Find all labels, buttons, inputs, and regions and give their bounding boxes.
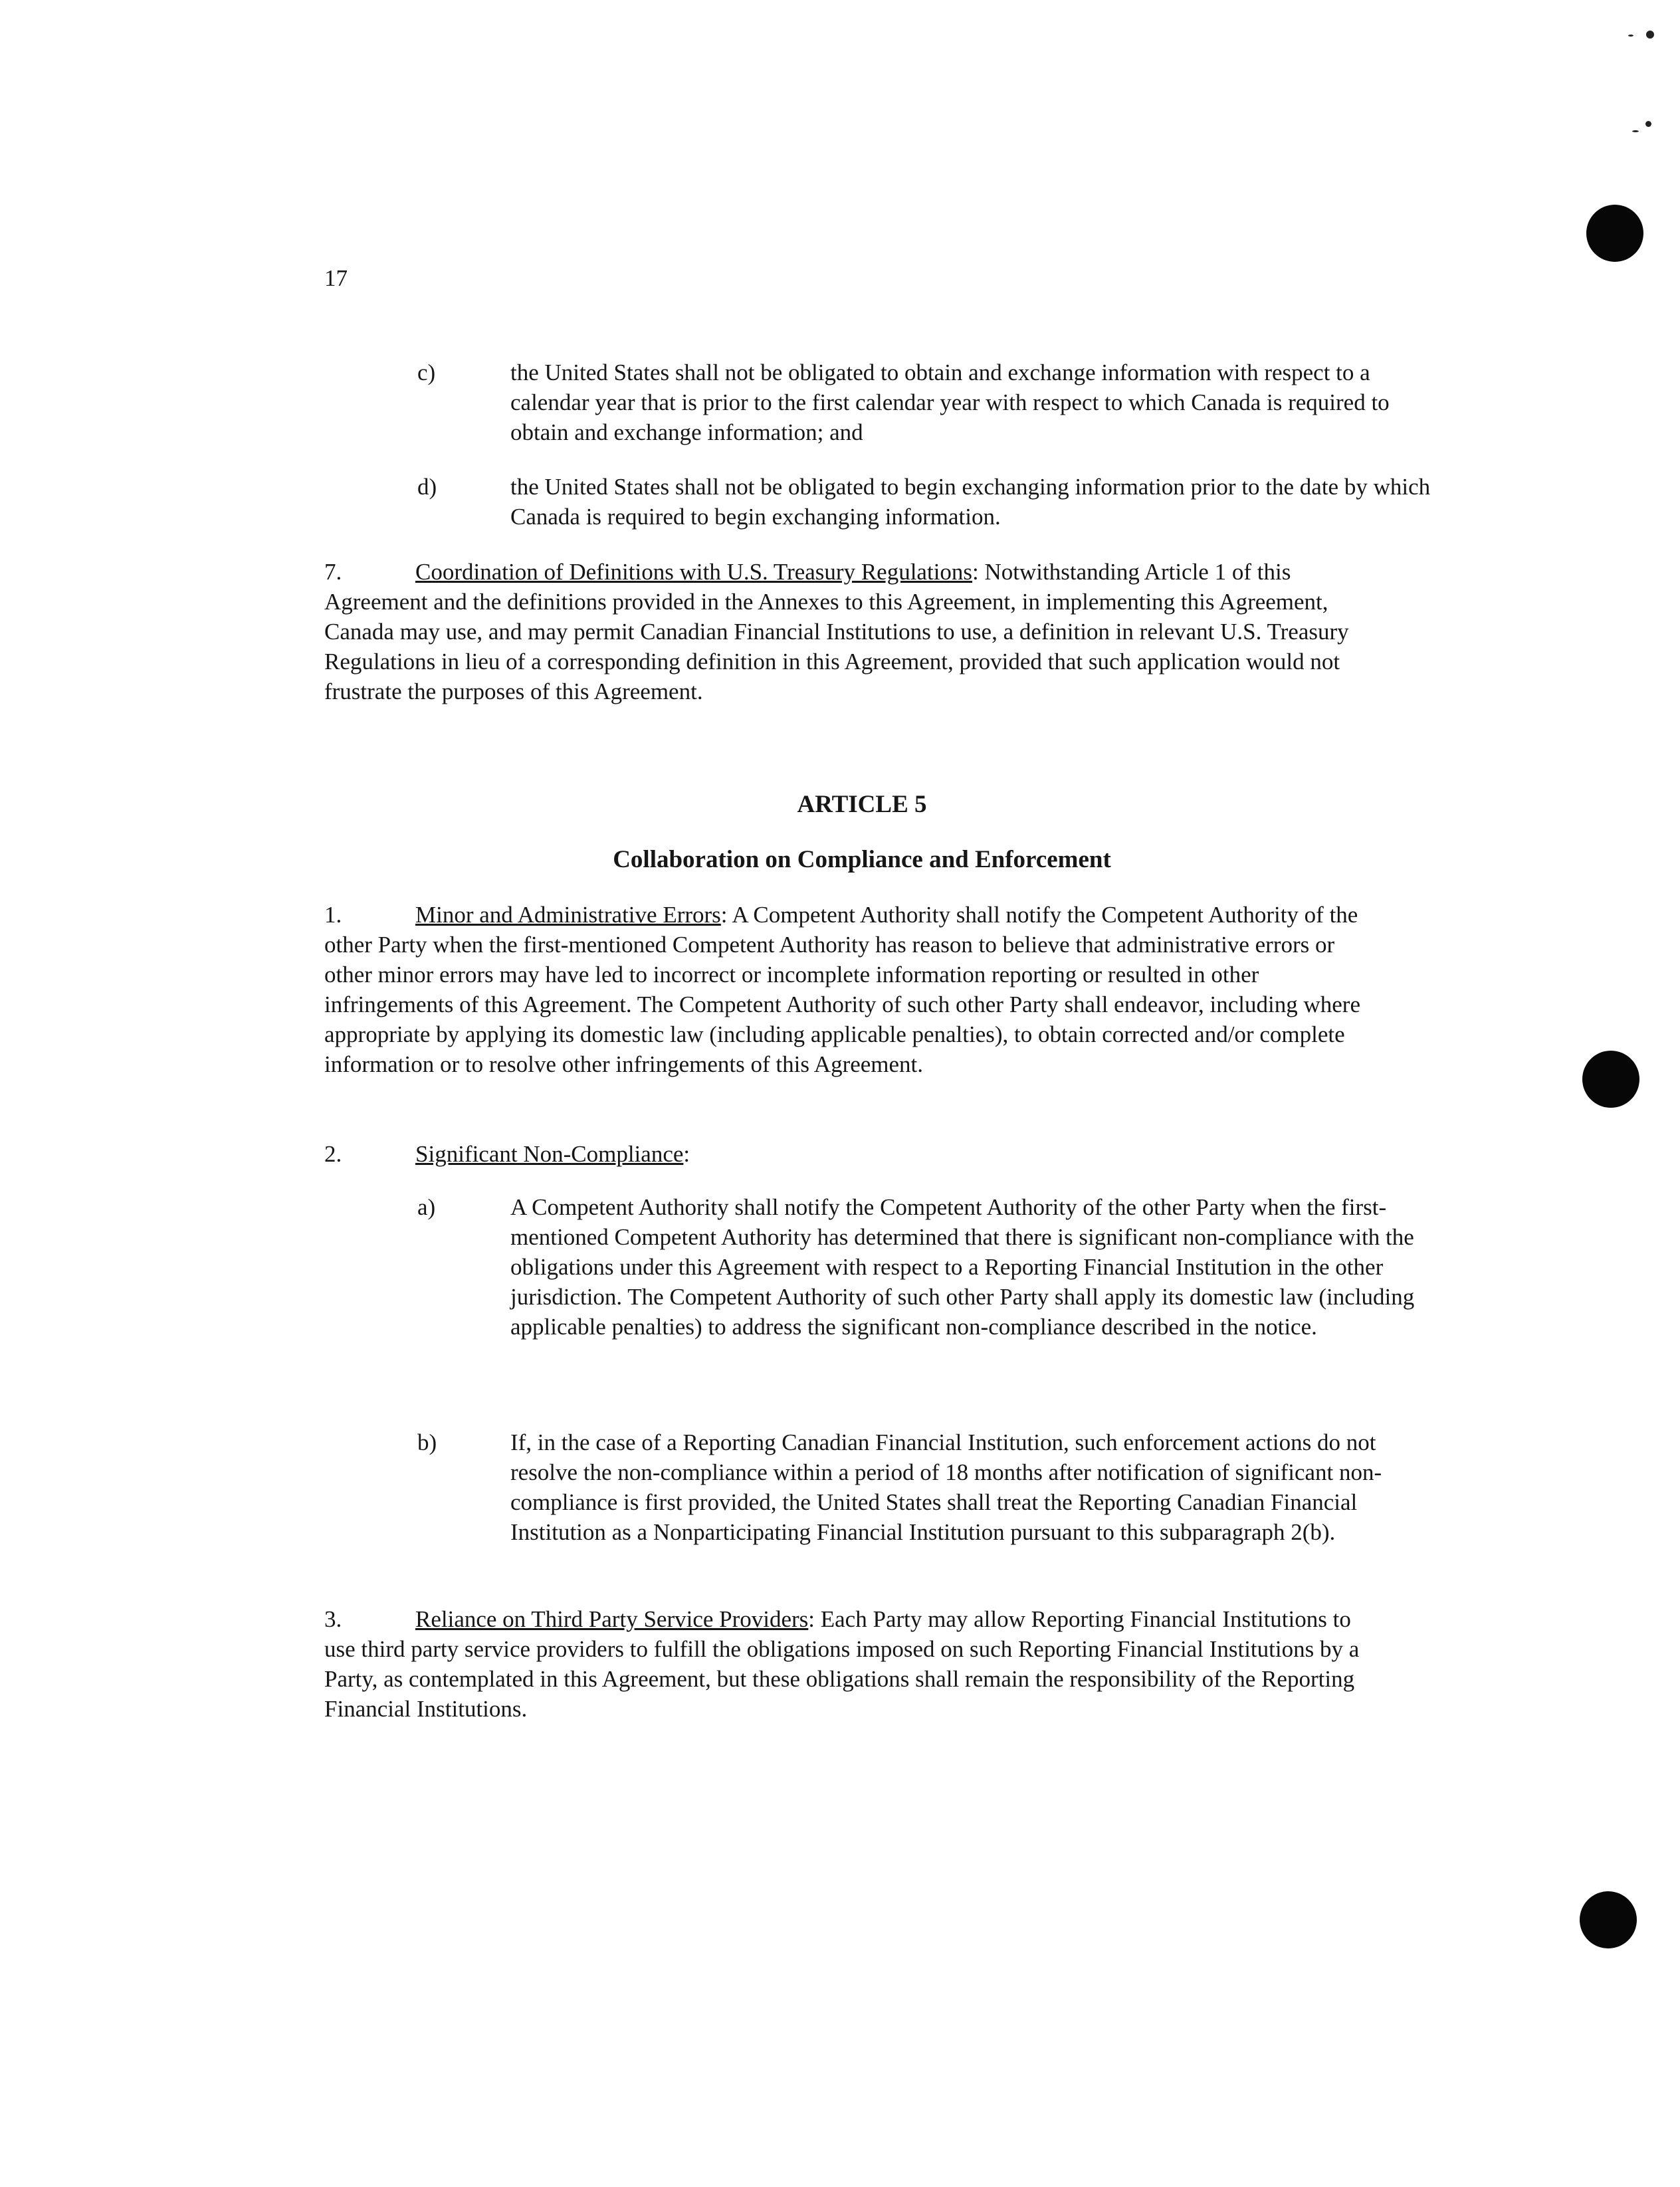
- paragraph-heading: Significant Non-Compliance: [415, 1141, 684, 1167]
- article-title: ARTICLE 5: [797, 791, 927, 818]
- paragraph-number: 1.: [324, 902, 342, 928]
- subparagraph-text: A Competent Authority shall notify the Competent Authority of the other Party when the first-mentioned Competent Authority has determined that there is significant non-compliance with the obligations under this Agreement with respect to a Reporting Financial Institution in the other jurisdiction. The Competent Authority of such other Party shall apply its domestic law (including applicable penalties) to address the significant non-compliance described in the notice.: [510, 1194, 1415, 1340]
- paragraph-heading: Coordination of Definitions with U.S. Treasury Regulations: [415, 559, 973, 585]
- subparagraph-marker: c): [417, 360, 436, 385]
- article-subtitle: Collaboration on Compliance and Enforcement: [613, 846, 1111, 873]
- paragraph-2: [324, 1139, 1361, 1169]
- scan-speck: [1632, 130, 1639, 132]
- punch-hole-top: [1586, 205, 1643, 262]
- paragraph-text: [324, 1139, 1361, 1169]
- scan-speck: [1646, 31, 1654, 39]
- paragraph-body: : Notwithstanding Article 1 of this Agreement and the definitions provided in the Annexes to this Agreement, in implementing this Agreement, Canada may use, and may permit Canadian Financial Institutions to use, a definition in relevant U.S. Treasury Regulations in lieu of a corresponding definition in this Agreement, provided that such application would not frustrate the purposes of this Agreement.: [324, 559, 1349, 704]
- subparagraph-text: the United States shall not be obligated to begin exchanging information prior to the date by which Canada is required to begin exchanging information.: [510, 474, 1431, 530]
- paragraph-heading: Reliance on Third Party Service Providers: [415, 1606, 809, 1632]
- paragraph-body: : A Competent Authority shall notify the Competent Authority of the other Party when the first-mentioned Competent Authority has reason to believe that administrative errors or other minor errors may have led to incorrect or incomplete information reporting or resulted in other infringements of this Agreement. The Competent Authority of such other Party shall endeavor, including where appropriate by applying its domestic law (including applicable penalties), to obtain corrected and/or complete information or to resolve other infringements of this Agreement.: [324, 902, 1360, 1077]
- paragraph-body: : Each Party may allow Reporting Financial Institutions to use third party service providers to fulfill the obligations imposed on such Reporting Financial Institutions by a Party, as contemplated in this Agreement, but these obligations shall remain the responsibility of the Reporting Financial Institutions.: [324, 1606, 1360, 1722]
- paragraph-1: [324, 900, 1361, 1079]
- subparagraph-marker: b): [417, 1429, 437, 1455]
- paragraph-3: [324, 1604, 1361, 1724]
- scan-speck: [1628, 35, 1633, 37]
- paragraph-heading: Minor and Administrative Errors: [415, 902, 721, 928]
- subparagraph-marker: d): [417, 474, 437, 500]
- punch-hole-bottom: [1580, 1891, 1637, 1948]
- subparagraph-text: the United States shall not be obligated to obtain and exchange information with respect to a calendar year that is prior to the first calendar year with respect to which Canada is required to obtain and exchange information; and: [510, 360, 1390, 445]
- punch-hole-middle: [1582, 1051, 1639, 1108]
- paragraph-text: [324, 1604, 1361, 1724]
- page-number: 17: [324, 265, 348, 291]
- paragraph-body: :: [683, 1141, 690, 1167]
- paragraph-number: 3.: [324, 1606, 342, 1632]
- paragraph-number: 7.: [324, 559, 342, 585]
- scan-speck: [1645, 121, 1651, 127]
- paragraph-text: [324, 557, 1361, 706]
- paragraph-7: [324, 557, 1361, 706]
- paragraph-text: [324, 900, 1361, 1079]
- paragraph-number: 2.: [324, 1141, 342, 1167]
- subparagraph-marker: a): [417, 1194, 436, 1220]
- subparagraph-text: If, in the case of a Reporting Canadian Financial Institution, such enforcement actions do not resolve the non-compliance within a period of 18 months after notification of significant non-compliance is first provided, the United States shall treat the Reporting Canadian Financial Institution as a Nonparticipating Financial Institution pursuant to this subparagraph 2(b).: [510, 1429, 1382, 1545]
